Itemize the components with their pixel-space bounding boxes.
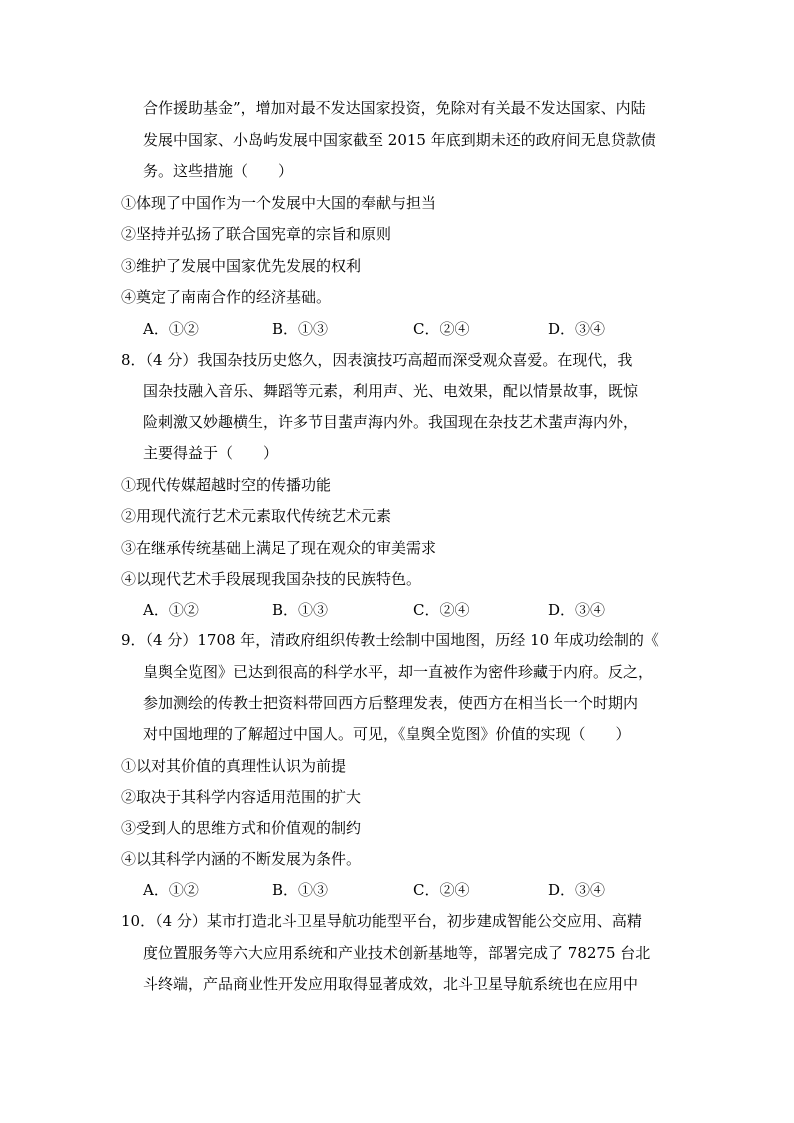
choice-c: C．②④ — [413, 320, 470, 338]
q9-stem-line: 参加测绘的传教士把资料带回西方后整理发表，使西方在相当长一个时期内 — [143, 694, 639, 712]
q7-option: ②坚持并弘扬了联合国宪章的宗旨和原则 — [121, 225, 392, 243]
q8-stem-line: 8．（4 分）我国杂技历史悠久，因表演技巧高超而深受观众喜爱。在现代，我 — [121, 351, 633, 369]
q9-option: ①以对其价值的真理性认识为前提 — [121, 757, 347, 775]
q9-stem-line: 皇舆全览图》已达到很高的科学水平，却一直被作为密件珍藏于内府。反之， — [143, 663, 654, 681]
choice-d: D．③④ — [548, 881, 606, 899]
choice-b: B．①③ — [272, 601, 329, 619]
q7-stem-line: 合作援助基金”，增加对最不发达国家投资，免除对有关最不发达国家、内陆 — [143, 99, 646, 117]
choice-a: A．①② — [143, 320, 199, 338]
q10-stem-line: 斗终端，产品商业性开发应用取得显著成效，北斗卫星导航系统也在应用中 — [143, 975, 639, 993]
q9-option: ③受到人的思维方式和价值观的制约 — [121, 819, 362, 837]
choice-b: B．①③ — [272, 881, 329, 899]
q8-stem-line: 险刺激又妙趣横生，许多节目蜚声海内外。我国现在杂技艺术蜚声海内外， — [143, 413, 639, 431]
choice-c: C．②④ — [413, 881, 470, 899]
q7-stem-line: 发展中国家、小岛屿发展中国家截至 2015 年底到期未还的政府间无息贷款债 — [143, 131, 656, 149]
q7-option: ③维护了发展中国家优先发展的权利 — [121, 257, 362, 275]
q8-option: ②用现代流行艺术元素取代传统艺术元素 — [121, 507, 392, 525]
q7-stem-line: 务。这些措施（ ） — [143, 162, 294, 180]
q7-option: ④奠定了南南合作的经济基础。 — [121, 288, 332, 306]
choice-c: C．②④ — [413, 601, 470, 619]
q8-stem-line: 国杂技融入音乐、舞蹈等元素，利用声、光、电效果，配以情景故事，既惊 — [143, 382, 639, 400]
q8-option: ④以现代艺术手段展现我国杂技的民族特色。 — [121, 570, 422, 588]
q7-option: ①体现了中国作为一个发展中大国的奉献与担当 — [121, 194, 437, 212]
q9-option: ②取决于其科学内容适用范围的扩大 — [121, 788, 362, 806]
q9-option: ④以其科学内涵的不断发展为条件。 — [121, 850, 362, 868]
choice-d: D．③④ — [548, 601, 606, 619]
choice-d: D．③④ — [548, 320, 606, 338]
choice-b: B．①③ — [272, 320, 329, 338]
q9-stem-line: 9．（4 分）1708 年，清政府组织传教士绘制中国地图，历经 10 年成功绘制的《 — [121, 631, 659, 649]
q10-stem-line: 度位置服务等六大应用系统和产业技术创新基地等，部署完成了 78275 台北 — [143, 944, 651, 962]
choice-a: A．①② — [143, 881, 199, 899]
q10-stem-line: 10．（4 分）某市打造北斗卫星导航功能型平台，初步建成智能公交应用、高精 — [121, 912, 642, 930]
q8-stem-line: 主要得益于（ ） — [143, 444, 279, 462]
q9-stem-line: 对中国地理的了解超过中国人。可见，《皇舆全览图》价值的实现（ ） — [143, 725, 631, 743]
q8-option: ③在继承传统基础上满足了现在观众的审美需求 — [121, 539, 437, 557]
q8-option: ①现代传媒超越时空的传播功能 — [121, 476, 332, 494]
choice-a: A．①② — [143, 601, 199, 619]
